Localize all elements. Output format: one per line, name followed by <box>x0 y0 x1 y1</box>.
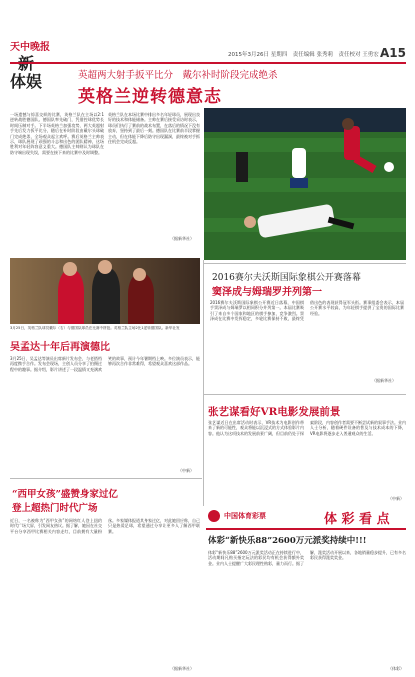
story3-body: 张艺谋近日在出席活动时表示，VR技术为电影创作带来了新的可能性，观众将能以沉浸式的方式体验影片内容。他认为这项技术的发展前景广阔，但目前仍处于探索阶段，内容创作者需要不断尝试新的叙事手法。业内人士分析，随着硬件设备的普及与技术成本的下降，VR电影将逐步走入普通观众的生活。 <box>208 420 406 436</box>
row-divider-2 <box>204 394 406 395</box>
story4-body: 3月25日，吴孟达等演员出席新片发布会，与老搭档再度携手合作。发布会现场，主创人员分享了拍摄过程中的趣事。据介绍，影片讲述了一段温情又充满欢笑的故事，预计今年暑期档上映。多位演员表示，能够再次合作非常难得，希望观众喜欢这部作品。 <box>10 356 200 372</box>
lead-photo-caption: 3月25日，英格兰队球员戴尔（右）与德国队球员在比赛中拼抢。英格兰队主场2比1逆转德国队。新华社发 <box>10 326 180 330</box>
lead-byline: （据新华社） <box>170 236 194 241</box>
dateline: 2015年3月26日 星期四 责任编辑 张秀莉 责任校对 王勇宏 <box>228 52 379 58</box>
row-divider-3 <box>10 478 202 479</box>
story5-body: 近日，一名被称为“西甲女孩”的网络红人登上纽约时代广场大屏，引发网友热议。据了解，她因在社交平台分享西甲比赛相关内容走红，目前拥有大量粉丝。多家媒体报道其身家过亿，对此她回应称，自己只是热爱足球，希望通过分享让更多人了解西甲联赛。 <box>10 518 200 534</box>
lead-body-col2: 英格兰队在本场比赛中排出多名年轻球员，展现出良好的技术和体能储备。主帅在赛后接受采访时表示，球员们执行了赛前的战术布置，在落后的情况下没有放弃，坚持到了最后一刻。德国队在比赛前半段掌握主动，但在体能下降后防守出现漏洞，最终被对手抓住机会完成反超。 <box>108 112 200 145</box>
story2-body: 2016赛尔夫沃斯国际象棋公开赛近日落幕，中国棋手窦泽成与姆瑞罗以相同积分并列第一。本届比赛吸引了来自多个国家和地区的棋手参加，竞争激烈。窦泽成在比赛中发挥稳定，多轮比赛保持不败，最终凭借出色的表现获得冠军头衔。赛事组委会表示，本届公开赛水平较高，为年轻棋手提供了宝贵的国际比赛经验。 <box>210 300 404 322</box>
section-title-line2: 体娱 <box>10 72 43 91</box>
lottery-body: 体彩“新快乐88”2600万元派奖活动正在持续进行中，活动期间凡购买指定玩法的彩民均有机会获得额外奖金。业内人士提醒广大彩民理性购彩，量力而行。据了解，派奖活动开展以来，各地销量稳步提升，已有多名彩民获得派奖奖金。 <box>208 550 406 566</box>
brand-name: 天中晚报 <box>10 42 50 53</box>
lottery-rule <box>206 528 406 530</box>
story3-headline: 张艺谋看好VR电影发展前景 <box>208 406 341 418</box>
story2-subhead: 窦泽成与姆瑞罗并列第一 <box>212 287 322 298</box>
story4-headline: 吴孟达十年后再演德比 <box>10 342 110 353</box>
header-rule <box>10 62 406 64</box>
lottery-banner-title: 体 彩 看 点 <box>324 512 390 527</box>
section-title-line1 <box>10 55 62 73</box>
lottery-headline: 体彩“新快乐88”2600万元派奖持续中!!! <box>208 536 367 546</box>
page-number: A15 <box>380 46 406 60</box>
lottery-org: 中国体育彩票 <box>224 512 266 520</box>
story5-byline: （据新华社） <box>170 666 194 671</box>
lead-kicker: 英超两大射手扳平比分 戴尔补时阶段完成绝杀 <box>78 70 278 81</box>
lead-headline: 英格兰逆转德意志 <box>78 87 222 107</box>
lottery-byline: （体彩） <box>388 666 404 671</box>
section-logo <box>10 38 62 94</box>
column-divider <box>203 260 204 506</box>
story5-headline-line2: 登上超热门时代广场 <box>12 503 98 514</box>
story3-byline: （中新） <box>388 496 404 501</box>
lead-body-col1: 一场遗憾与惊喜交织的比赛，英格兰队在主场以2:1逆转战胜德国队。德国队率先破门，凭借控球优势长时间压制对手。下半场英格兰加强攻势，两大英超射手先后发力扳平比分，随后在补时阶段由戴尔头球破门完成绝杀，全场观众起立欢呼。赛后英格兰主帅表示，球队展现了顽强的斗志和出色的团队精神，这场胜利对年轻阵容意义重大。德国队主帅则认为球队在防守端出现失误，需要在接下来的比赛中及时调整。 <box>10 112 104 155</box>
story2-headline: 2016赛尔夫沃斯国际象棋公开赛落幕 <box>212 273 361 283</box>
lottery-banner <box>206 506 406 528</box>
lottery-logo-icon <box>208 510 220 522</box>
story5-headline-line1: “西甲女孩”盛赞身家过亿 <box>12 489 118 500</box>
story4-byline: （中新） <box>178 468 194 473</box>
row-divider-1 <box>204 263 406 264</box>
story2-byline: （据新华社） <box>372 378 396 383</box>
lead-photo-2 <box>10 258 200 324</box>
lead-photo <box>204 108 406 260</box>
